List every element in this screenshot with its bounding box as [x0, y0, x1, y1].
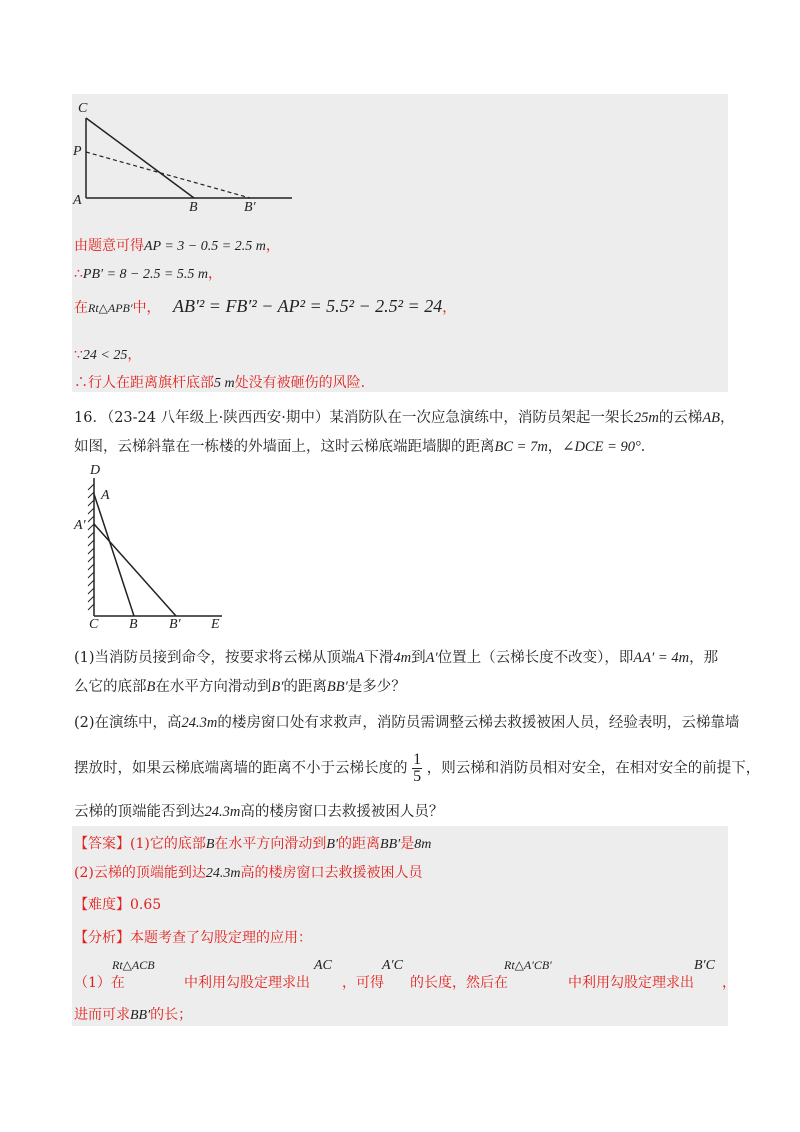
q16-part2-line2: 摆放时，如果云梯底端离墙的距离不小于云梯长度的 $\frac{1}{5}$ ，则云梯和消防员相对安全，在相对安全的前提下， — [74, 751, 761, 785]
q16-part2-line3: 云梯的顶端能否到达24.3m高的楼房窗口去救援被困人员？ — [74, 804, 444, 820]
q16-line-2: 如图，云梯斜靠在一栋楼的外墙面上，这时云梯底端距墙脚的距离BC = 7m，∠DCE = 90°． — [74, 439, 656, 455]
analysis-line-1: （1）在 Rt△ACB 中利用勾股定理求出 AC ，可得 A′C 的长度，然后在 Rt△A′CB′ 中利用勾股定理求出 B′C ， — [74, 958, 736, 991]
segment-CB — [86, 118, 194, 198]
analysis-line-2: 进而可求BB′的长； — [74, 1007, 193, 1023]
ladder-AB — [94, 494, 134, 616]
label-C: C — [78, 101, 88, 116]
label-C2: C — [89, 617, 99, 632]
label-P: P — [73, 144, 82, 159]
fraction-one-fifth: $\frac{1}{5}$ — [413, 751, 422, 785]
label-E: E — [211, 617, 220, 632]
q16-line-1: 16．（23-24 八年级上·陕西西安·期中）某消防队在一次应急演练中，消防员架起一架长25m的云梯AB， — [74, 410, 735, 426]
label-B-prime-2: B′ — [169, 617, 181, 632]
ladder-A-prime-B-prime — [94, 524, 176, 616]
sol-line-2: ∴PB′ = 8 − 2.5 = 5.5 m， — [74, 266, 223, 282]
sol-line-1: 由题意可得AP = 3 − 0.5 = 2.5 m， — [74, 238, 280, 254]
sol-line-3: 在Rt△APB′中， AB′² = FB′² − AP² = 5.5² − 2.5² = 24， — [74, 296, 457, 316]
wall-hatching — [88, 484, 94, 610]
label-A2: A — [101, 488, 110, 503]
answer-line-2: (2)云梯的顶端能到达24.3m高的楼房窗口去救援被困人员 — [74, 865, 423, 881]
segment-PB-prime — [86, 152, 250, 198]
analysis-heading: 【分析】本题考查了勾股定理的应用： — [74, 930, 312, 946]
label-A-prime: A′ — [74, 518, 86, 533]
label-B-prime: B′ — [244, 200, 256, 215]
answer-line-1: 【答案】(1)它的底部B在水平方向滑动到B′的距离BB′是8m — [74, 836, 432, 852]
label-B2: B — [129, 617, 138, 632]
q16-part2-line1: (2)在演练中，高24.3m的楼房窗口处有求救声，消防员需调整云梯去救援被困人员，经验表明，云梯靠墙 — [74, 715, 740, 731]
sol-line-5: ∴行人在距离旗杆底部5 m处没有被砸伤的风险. — [74, 375, 366, 391]
label-A: A — [73, 193, 82, 208]
q16-part1-line2: 么它的底部B在水平方向滑动到B′的距离BB′是多少？ — [74, 679, 406, 695]
difficulty-line: 【难度】0.65 — [74, 897, 162, 913]
label-D: D — [90, 463, 101, 478]
q16-part1-line1: (1)当消防员接到命令，按要求将云梯从顶端A下滑4m到A′位置上（云梯长度不改变），即AA′ = 4m，那 — [74, 650, 719, 666]
label-B: B — [189, 200, 198, 215]
sol-line-4: ∵24 < 25， — [74, 347, 142, 363]
